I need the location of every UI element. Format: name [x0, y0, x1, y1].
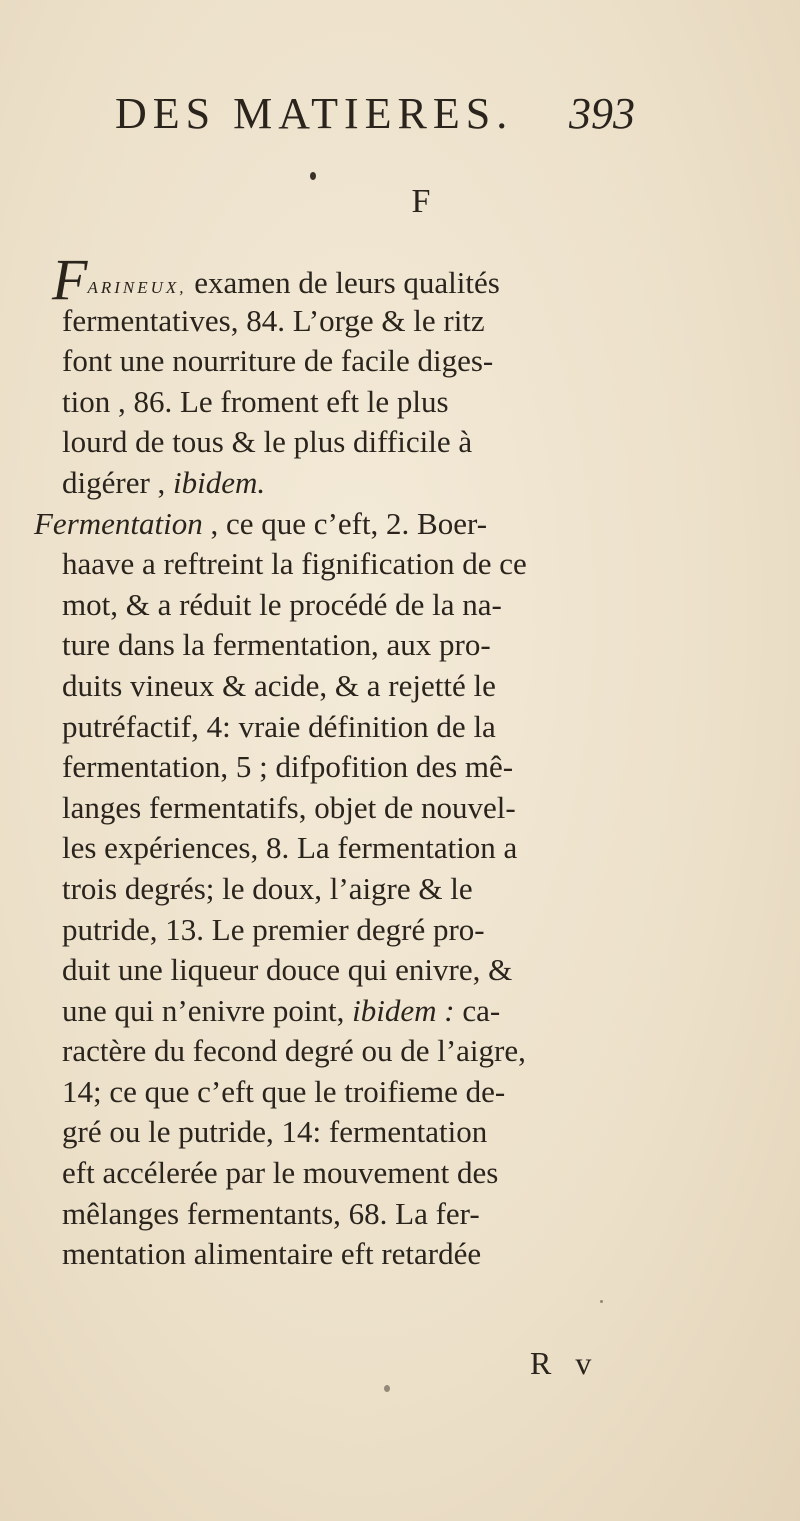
entry-line — [62, 1234, 682, 1275]
signature-mark: R v — [530, 1345, 600, 1381]
section-letter: F — [411, 183, 431, 220]
entry-text: fermentation, 5 ; difpofition des mê- — [62, 749, 514, 785]
entry-line — [62, 463, 682, 504]
entry-line — [62, 422, 682, 463]
entry-line — [62, 991, 682, 1032]
entry-text: mot, & a réduit le procédé de la na- — [62, 586, 502, 622]
entry-text: , ce que c’eft, 2. Boer- — [202, 505, 488, 541]
entry-line — [62, 828, 682, 869]
entry-line — [62, 544, 682, 585]
entry-text: ca- — [454, 992, 501, 1028]
entry-line — [62, 950, 682, 991]
entry-text: putréfactif, 4: vraie définition de la — [62, 708, 496, 744]
ink-speck — [384, 1385, 390, 1392]
entry-line — [62, 301, 682, 342]
entry-line — [62, 788, 682, 829]
entry-text: les expériences, 8. La fermentation a — [62, 830, 518, 866]
entry-reference: ibidem : — [352, 992, 455, 1028]
entry-line — [62, 910, 682, 951]
entry-line — [62, 625, 682, 666]
running-head — [115, 88, 635, 148]
entry-line — [52, 247, 682, 312]
entry-headword: ARINEUX, — [87, 278, 187, 297]
entry-text: examen de leurs qualités — [186, 265, 500, 300]
entry-line — [62, 1112, 682, 1153]
entry-text: duits vineux & acide, & a rejetté le — [62, 667, 496, 703]
entry-text: font une nourriture de facile diges- — [62, 343, 494, 379]
entry-reference: ibidem. — [173, 464, 266, 500]
entry-text: gré ou le putride, 14: fermentation — [62, 1114, 488, 1150]
entry-line — [62, 341, 682, 382]
entry-line — [62, 1194, 682, 1235]
entry-line — [62, 707, 682, 748]
entry-text: 14; ce que c’eft que le troifieme de- — [62, 1073, 506, 1109]
entry-line — [62, 1153, 682, 1194]
entry-text: putride, 13. Le premier degré pro- — [62, 911, 485, 947]
index-entries — [34, 247, 682, 1275]
entry-text: duit une liqueur douce qui enivre, & — [62, 952, 513, 988]
entry-line — [62, 382, 682, 423]
page-number: 393 — [569, 89, 635, 138]
entry-line — [62, 747, 682, 788]
entry-text: mentation alimentaire eft retardée — [62, 1236, 482, 1272]
entry-text: tion , 86. Le froment eft le plus — [62, 383, 449, 419]
entry-text: eft accélerée par le mouvement des — [62, 1155, 499, 1191]
entry-line — [62, 1072, 682, 1113]
entry-headword: Fermentation — [34, 505, 203, 541]
entry-text: ture dans la fermentation, aux pro- — [62, 627, 491, 663]
entry-text: digérer , — [62, 464, 174, 500]
entry-text: fermentatives, 84. L’orge & le ritz — [62, 302, 485, 338]
entry-text: une qui n’enivre point, — [62, 992, 353, 1028]
entry-line — [62, 666, 682, 707]
entry-line — [62, 1031, 682, 1072]
entry-text: ractère du fecond degré ou de l’aigre, — [62, 1033, 526, 1069]
entry-line — [62, 869, 682, 910]
entry-text: haave a reftreint la fignification de ce — [62, 546, 527, 582]
drop-cap: F — [52, 247, 88, 312]
entry-text: mêlanges fermentants, 68. La fer- — [62, 1195, 480, 1231]
ink-dot — [310, 172, 316, 180]
entry-line — [62, 585, 682, 626]
entry-text: trois degrés; le doux, l’aigre & le — [62, 870, 473, 906]
entry-text: langes fermentatifs, objet de nouvel- — [62, 789, 516, 825]
entry-line — [34, 504, 682, 545]
running-title: DES MATIERES. — [115, 89, 514, 138]
entry-text: lourd de tous & le plus difficile à — [62, 424, 473, 460]
ink-speck — [600, 1300, 603, 1303]
